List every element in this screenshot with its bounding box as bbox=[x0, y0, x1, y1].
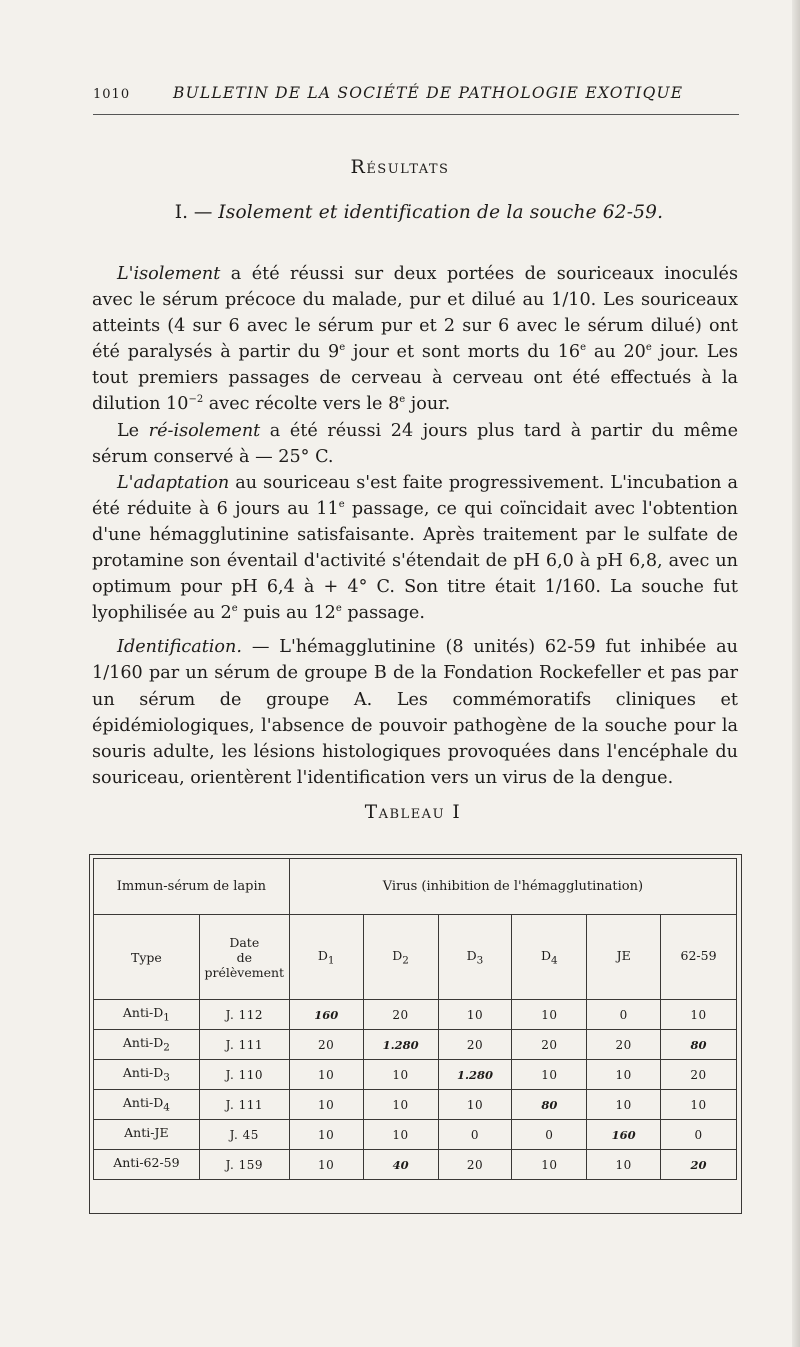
superscript: e bbox=[339, 342, 346, 354]
text-run: a été réussi 24 jours plus tard à partir du même sérum conservé à — 25° C. bbox=[92, 420, 738, 467]
paragraph-identification bbox=[92, 634, 738, 791]
cell-type bbox=[94, 1000, 200, 1030]
table-row bbox=[94, 1060, 737, 1090]
results-table bbox=[93, 858, 737, 1180]
cell-value: 160 bbox=[289, 1000, 363, 1030]
text-run: — L'hémagglutinine (8 unités) 62-59 fut inhibée au 1/160 par un sérum de groupe B de la Fondation Rockefeller et pas par un sérum de groupe A. Les commémoratifs cliniques et épidémiologiques, l'absence de pouvoir pathogène de la souche pour la souris adulte, les lésions histologiques provoquées dans l'encéphale du souriceau, orientèrent l'identification vers un virus de la dengue. bbox=[92, 637, 738, 788]
cell-type bbox=[94, 1150, 200, 1180]
cell-value: 0 bbox=[661, 1120, 737, 1150]
term-adaptation: L'adaptation bbox=[117, 472, 230, 493]
cell-value: 10 bbox=[512, 1060, 587, 1090]
cell-value: 10 bbox=[289, 1120, 363, 1150]
cell-date: J. 110 bbox=[199, 1060, 289, 1090]
cell-value: 10 bbox=[289, 1090, 363, 1120]
cell-value: 0 bbox=[438, 1120, 512, 1150]
subsection-title-text: Isolement et identification de la souche 62-59. bbox=[218, 202, 664, 223]
superscript: e bbox=[580, 342, 587, 354]
cell-date: J. 45 bbox=[199, 1120, 289, 1150]
page-header bbox=[93, 84, 739, 110]
superscript: e bbox=[338, 498, 345, 510]
cell-type-sub: 2 bbox=[163, 1041, 170, 1054]
paragraph-reisolement bbox=[92, 418, 738, 470]
col-virus-sub: 2 bbox=[402, 954, 409, 967]
term-reisolement: ré-isolement bbox=[148, 420, 261, 441]
cell-type bbox=[94, 1030, 200, 1060]
col-date-line: de bbox=[236, 949, 252, 965]
cell-value: 10 bbox=[587, 1090, 661, 1120]
cell-date: J. 112 bbox=[199, 1000, 289, 1030]
cell-type-sub: 3 bbox=[163, 1071, 170, 1084]
superscript: e bbox=[645, 342, 652, 354]
cell-value: 20 bbox=[661, 1060, 737, 1090]
text-run: Le bbox=[117, 420, 149, 441]
term-identification: Identification. bbox=[117, 637, 242, 658]
col-virus-label: D bbox=[392, 947, 403, 963]
table-row bbox=[94, 1090, 737, 1120]
col-virus bbox=[661, 915, 737, 1000]
text-run: au 20 bbox=[586, 342, 646, 363]
col-virus-label: D bbox=[466, 947, 477, 963]
cell-value: 20 bbox=[289, 1030, 363, 1060]
header-virus: Virus (inhibition de l'hémagglutination) bbox=[289, 859, 736, 915]
table-row bbox=[94, 1030, 737, 1060]
text-run: jour. Les tout premiers passages de cerveau à cerveau ont été effectués à la dilution 10 bbox=[92, 342, 738, 415]
cell-type-label: Anti-D bbox=[122, 1035, 164, 1051]
col-virus-sub: 1 bbox=[327, 954, 335, 967]
text-run: jour et sont morts du 16 bbox=[345, 342, 581, 363]
superscript: e bbox=[335, 603, 342, 615]
cell-value: 80 bbox=[661, 1030, 737, 1060]
cell-value: 10 bbox=[512, 1150, 587, 1180]
cell-value: 10 bbox=[289, 1060, 363, 1090]
cell-value: 20 bbox=[363, 1000, 438, 1030]
cell-type-label: Anti-D bbox=[122, 1065, 164, 1081]
text-run: passage, ce qui coïncidait avec l'obtention d'une hémagglutinine satisfaisante. Après traitement par le sulfate de protamine son éventail d'activité s'étendait de pH 6,0 à pH 6,8, avec un optimum pour pH 6,4 à + 4° C. Son titre était 1/160. La souche fut lyophilisée au 2 bbox=[92, 498, 738, 624]
cell-value: 0 bbox=[512, 1120, 587, 1150]
text-run: puis au 12 bbox=[237, 603, 336, 624]
cell-value: 160 bbox=[587, 1120, 661, 1150]
cell-value: 10 bbox=[438, 1090, 512, 1120]
cell-value: 10 bbox=[661, 1090, 737, 1120]
col-date-line: Date bbox=[229, 934, 260, 950]
col-virus-label: D bbox=[541, 947, 552, 963]
col-virus-label: JE bbox=[616, 947, 631, 963]
text-run: passage. bbox=[341, 603, 425, 624]
cell-value: 10 bbox=[363, 1090, 438, 1120]
table-row bbox=[94, 1120, 737, 1150]
cell-value: 20 bbox=[661, 1150, 737, 1180]
table-body bbox=[94, 1000, 737, 1180]
col-virus bbox=[512, 915, 587, 1000]
cell-type bbox=[94, 1090, 200, 1120]
text-run: au souriceau s'est faite progressivement. L'incubation a été réduite à 6 jours au 11 bbox=[92, 472, 738, 519]
subsection-prefix: I. — bbox=[174, 202, 213, 223]
cell-type bbox=[94, 1120, 200, 1150]
header-serum: Immun-sérum de lapin bbox=[94, 859, 290, 915]
body-text bbox=[92, 261, 738, 791]
paragraph-adaptation bbox=[92, 470, 738, 627]
cell-type-label: Anti-62-59 bbox=[113, 1155, 180, 1171]
cell-value: 80 bbox=[512, 1090, 587, 1120]
cell-type-sub: 1 bbox=[163, 1011, 170, 1024]
subsection-title bbox=[0, 202, 800, 223]
col-type: Type bbox=[94, 915, 200, 1000]
col-date bbox=[199, 915, 289, 1000]
page-number: 1010 bbox=[93, 87, 131, 102]
cell-value: 10 bbox=[363, 1120, 438, 1150]
cell-value: 10 bbox=[289, 1150, 363, 1180]
cell-value: 1.280 bbox=[438, 1060, 512, 1090]
superscript: −2 bbox=[188, 394, 204, 406]
paragraph-isolement bbox=[92, 261, 738, 418]
cell-date: J. 159 bbox=[199, 1150, 289, 1180]
cell-type-label: Anti-JE bbox=[124, 1125, 169, 1141]
text-run: a été réussi sur deux portées de souriceaux inoculés avec le sérum précoce du malade, pur et dilué au 1/10. Les souriceaux atteints (4 sur 6 avec le sérum pur et 2 sur 6 avec le sérum dilué) ont été paralysés à partir du 9 bbox=[92, 264, 738, 363]
table-row bbox=[94, 1150, 737, 1180]
section-title: Résultats bbox=[350, 156, 450, 178]
superscript: e bbox=[399, 394, 406, 406]
cell-value: 20 bbox=[438, 1150, 512, 1180]
cell-date: J. 111 bbox=[199, 1030, 289, 1060]
cell-value: 40 bbox=[363, 1150, 438, 1180]
running-head: BULLETIN DE LA SOCIÉTÉ DE PATHOLOGIE EXOTIQUE bbox=[173, 84, 684, 102]
text-run: jour. bbox=[405, 394, 451, 415]
col-virus bbox=[587, 915, 661, 1000]
col-virus-sub: 4 bbox=[551, 954, 558, 967]
table-title: Tableau I bbox=[364, 802, 462, 823]
col-virus bbox=[438, 915, 512, 1000]
col-virus-label: 62-59 bbox=[680, 947, 717, 963]
col-virus-label: D bbox=[317, 947, 328, 963]
cell-value: 0 bbox=[587, 1000, 661, 1030]
cell-value: 10 bbox=[661, 1000, 737, 1030]
cell-value: 10 bbox=[363, 1060, 438, 1090]
table-row bbox=[94, 1000, 737, 1030]
superscript: e bbox=[231, 603, 238, 615]
cell-value: 10 bbox=[438, 1000, 512, 1030]
col-virus-sub: 3 bbox=[476, 954, 484, 967]
cell-value: 20 bbox=[512, 1030, 587, 1060]
col-date-line: prélèvement bbox=[204, 964, 285, 980]
col-virus bbox=[289, 915, 363, 1000]
cell-value: 20 bbox=[438, 1030, 512, 1060]
col-virus bbox=[363, 915, 438, 1000]
text-run: avec récolte vers le 8 bbox=[203, 394, 400, 415]
cell-type-label: Anti-D bbox=[122, 1095, 164, 1111]
cell-value: 20 bbox=[587, 1030, 661, 1060]
cell-value: 10 bbox=[587, 1150, 661, 1180]
cell-value: 10 bbox=[512, 1000, 587, 1030]
cell-type-sub: 4 bbox=[163, 1101, 170, 1114]
cell-type bbox=[94, 1060, 200, 1090]
cell-value: 1.280 bbox=[363, 1030, 438, 1060]
cell-type-label: Anti-D bbox=[122, 1005, 164, 1021]
cell-date: J. 111 bbox=[199, 1090, 289, 1120]
header-rule bbox=[93, 114, 739, 115]
cell-value: 10 bbox=[587, 1060, 661, 1090]
term-isolement: L'isolement bbox=[117, 264, 221, 284]
